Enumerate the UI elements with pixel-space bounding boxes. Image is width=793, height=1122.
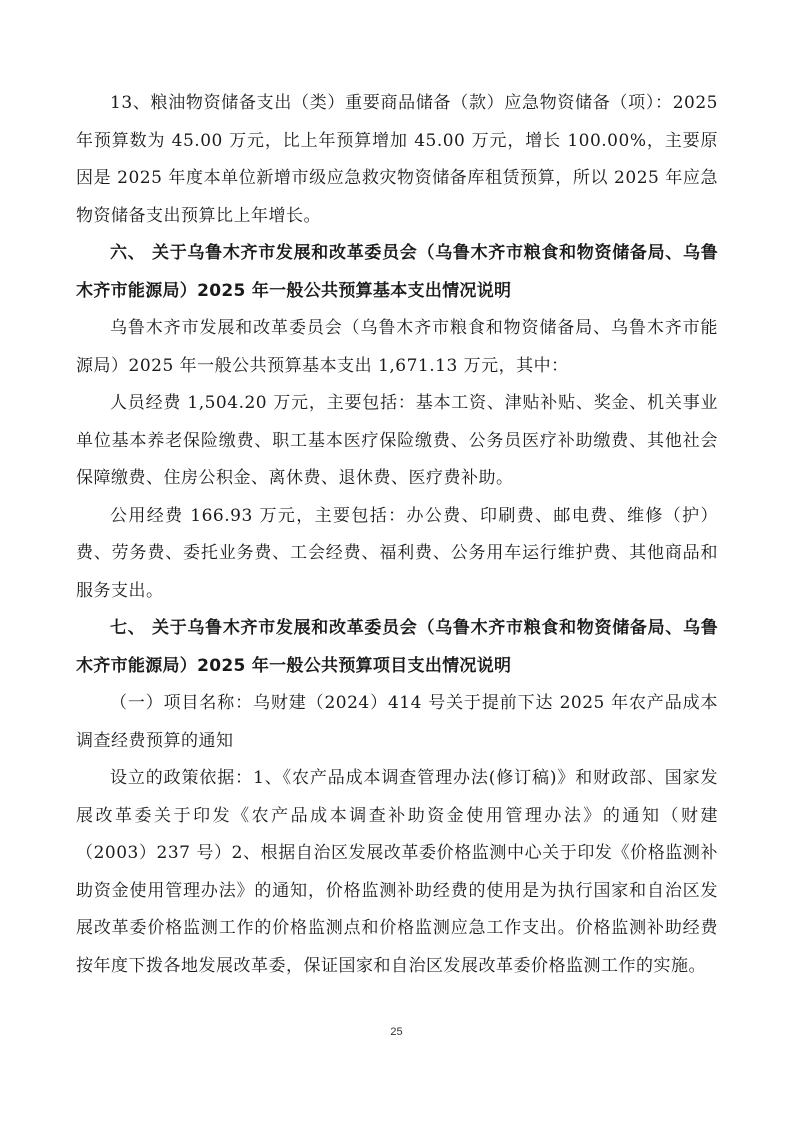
section-heading-6: 六、 关于乌鲁木齐市发展和改革委员会（乌鲁木齐市粮食和物资储备局、乌鲁木齐市能源局）2025 年一般公共预算基本支出情况说明 [76, 243, 718, 301]
paragraph-project-name: （一）项目名称：乌财建（2024）414 号关于提前下达 2025 年农产品成本调查经费预算的通知 [76, 693, 718, 751]
paragraph-policy-basis: 设立的政策依据：1、《农产品成本调查管理办法(修订稿)》和财政部、国家发展改革委关于印发《农产品成本调查补助资金使用管理办法》的通知（财建（2003）237 号）2、根据自治区发展改革委价格监测中心关于印发《价格监测补助资金使用管理办法》的通知，价格监测补助经费的使用是为执行国家和自治区发展改革委价格监测工作的价格监测点和价格监测应急工作支出。价格监测补助经费按年度下拨各地发展改革委，保证国家和自治区发展改革委价格监测工作的实施。 [76, 768, 718, 976]
paragraph-basic-expenditure-total: 乌鲁木齐市发展和改革委员会（乌鲁木齐市粮食和物资储备局、乌鲁木齐市能源局）2025 年一般公共预算基本支出 1,671.13 万元，其中： [76, 318, 718, 376]
paragraph-personnel-expenses: 人员经费 1,504.20 万元，主要包括：基本工资、津贴补贴、奖金、机关事业单位基本养老保险缴费、职工基本医疗保险缴费、公务员医疗补助缴费、其他社会保障缴费、住房公积金、离休费、退休费、医疗费补助。 [76, 393, 718, 488]
document-body [76, 85, 718, 985]
paragraph-public-expenses: 公用经费 166.93 万元，主要包括：办公费、印刷费、邮电费、维修（护）费、劳务费、委托业务费、工会经费、福利费、公务用车运行维护费、其他商品和服务支出。 [76, 505, 718, 601]
section-heading-7: 七、 关于乌鲁木齐市发展和改革委员会（乌鲁木齐市粮食和物资储备局、乌鲁木齐市能源局）2025 年一般公共预算项目支出情况说明 [76, 618, 718, 676]
page-number: 25 [390, 1026, 403, 1038]
paragraph-item-13: 13、粮油物资储备支出（类）重要商品储备（款）应急物资储备（项）：2025 年预算数为 45.00 万元，比上年预算增加 45.00 万元，增长 100.00%，主要原因是 2025 年度本单位新增市级应急救灾物资储备库租赁预算，所以 2025 年应急物资储备支出预算比上年增长。 [76, 93, 718, 226]
